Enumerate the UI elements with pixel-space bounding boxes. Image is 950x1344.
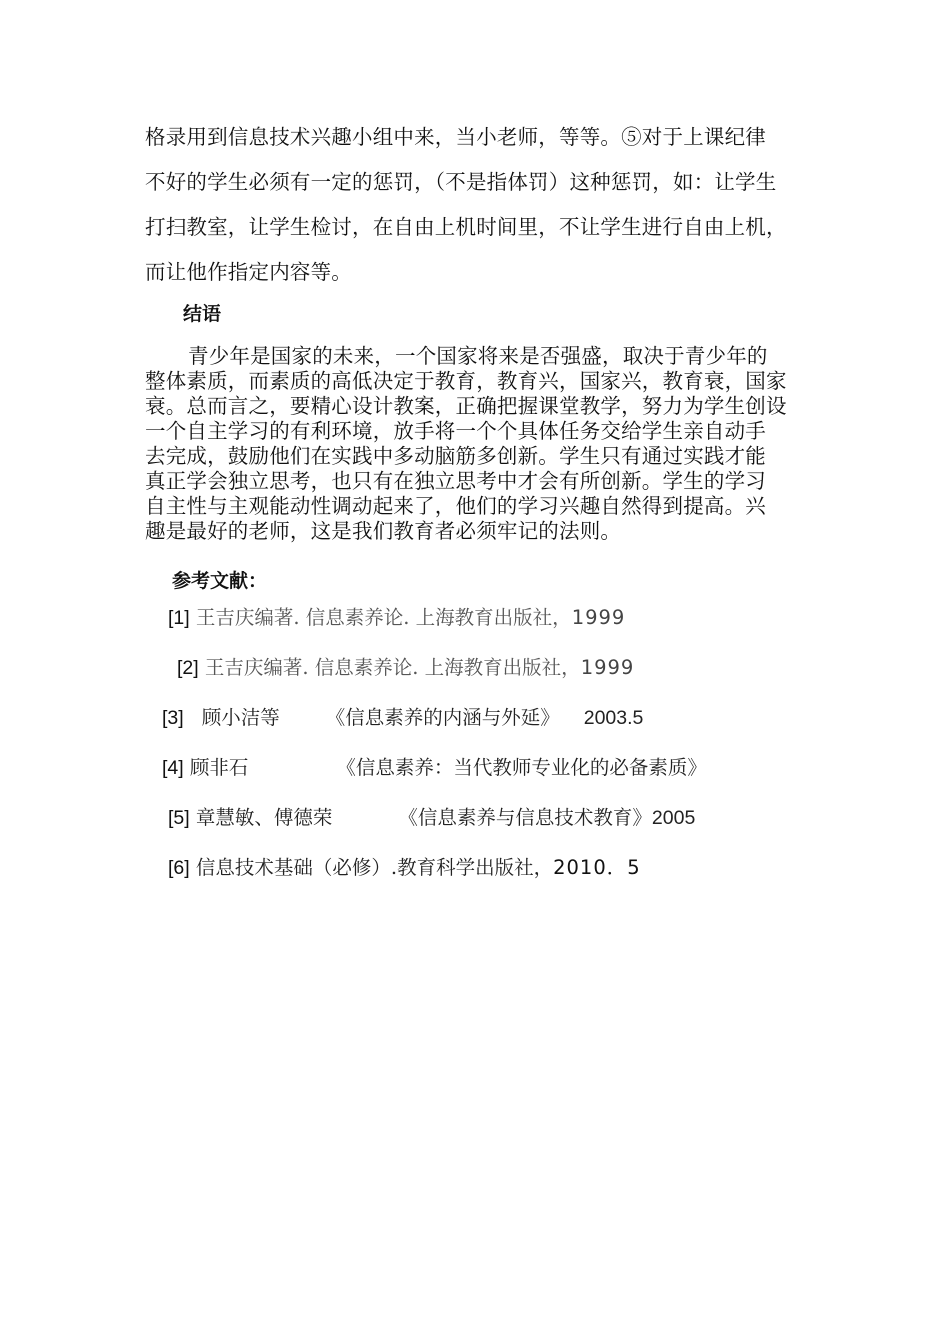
body-line-3: 打扫教室，让学生检讨，在自由上机时间里，不让学生进行自由上机， bbox=[145, 215, 787, 239]
reference-item bbox=[162, 704, 643, 732]
conclusion-line-4: 一个自主学习的有利环境，放手将一个个具体任务交给学生亲自动手 bbox=[145, 419, 766, 443]
body-line-1: 格录用到信息技术兴趣小组中来，当小老师，等等。⑤对于上课纪律 bbox=[145, 125, 766, 149]
references-heading: 参考文献： bbox=[172, 570, 268, 592]
reference-number: [2] bbox=[177, 657, 199, 679]
reference-author: 章慧敏、傅德荣 bbox=[195, 806, 333, 829]
reference-year: 1999 bbox=[571, 606, 626, 629]
reference-text: 王吉庆编著. 信息素养论. 上海教育出版社， bbox=[204, 656, 581, 679]
conclusion-line-3: 衰。总而言之，要精心设计教案，正确把握课堂教学，努力为学生创设 bbox=[145, 394, 787, 418]
conclusion-line-5: 去完成，鼓励他们在实践中多动脑筋多创新。学生只有通过实践才能 bbox=[145, 444, 766, 468]
reference-author: 顾非石 bbox=[189, 756, 249, 779]
reference-year: 2010．5 bbox=[553, 856, 641, 879]
reference-item bbox=[168, 604, 625, 632]
reference-number: [4] bbox=[162, 757, 184, 779]
reference-item bbox=[168, 854, 641, 882]
reference-year: 2003.5 bbox=[583, 707, 644, 729]
conclusion-heading: 结语 bbox=[183, 303, 222, 325]
reference-title: 《信息素养：当代教师专业化的必备素质》 bbox=[336, 756, 707, 779]
reference-year: 2005 bbox=[651, 807, 696, 829]
conclusion-line-6: 真正学会独立思考，也只有在独立思考中才会有所创新。学生的学习 bbox=[145, 469, 766, 493]
reference-item bbox=[168, 804, 695, 832]
reference-title: 《信息素养的内涵与外延》 bbox=[325, 706, 560, 729]
body-line-4: 而让他作指定内容等。 bbox=[145, 260, 352, 284]
reference-item bbox=[162, 754, 707, 782]
reference-number: [5] bbox=[168, 807, 190, 829]
reference-number: [1] bbox=[168, 607, 190, 629]
reference-number: [3] bbox=[162, 707, 184, 729]
reference-text: 信息技术基础（必修）.教育科学出版社， bbox=[195, 856, 554, 879]
body-line-2: 不好的学生必须有一定的惩罚，（不是指体罚）这种惩罚，如：让学生 bbox=[145, 170, 777, 194]
conclusion-line-7: 自主性与主观能动性调动起来了，他们的学习兴趣自然得到提高。兴 bbox=[145, 494, 766, 518]
conclusion-line-1: 青少年是国家的未来，一个国家将来是否强盛，取决于青少年的 bbox=[188, 344, 768, 368]
conclusion-line-2: 整体素质，而素质的高低决定于教育，教育兴，国家兴，教育衰，国家 bbox=[145, 369, 787, 393]
reference-item bbox=[177, 654, 634, 682]
reference-author: 顾小洁等 bbox=[201, 706, 280, 729]
reference-text: 王吉庆编著. 信息素养论. 上海教育出版社， bbox=[195, 606, 572, 629]
reference-year: 1999 bbox=[580, 656, 635, 679]
conclusion-line-8: 趣是最好的老师，这是我们教育者必须牢记的法则。 bbox=[145, 519, 622, 543]
reference-number: [6] bbox=[168, 857, 190, 879]
reference-title: 《信息素养与信息技术教育》 bbox=[398, 806, 652, 829]
